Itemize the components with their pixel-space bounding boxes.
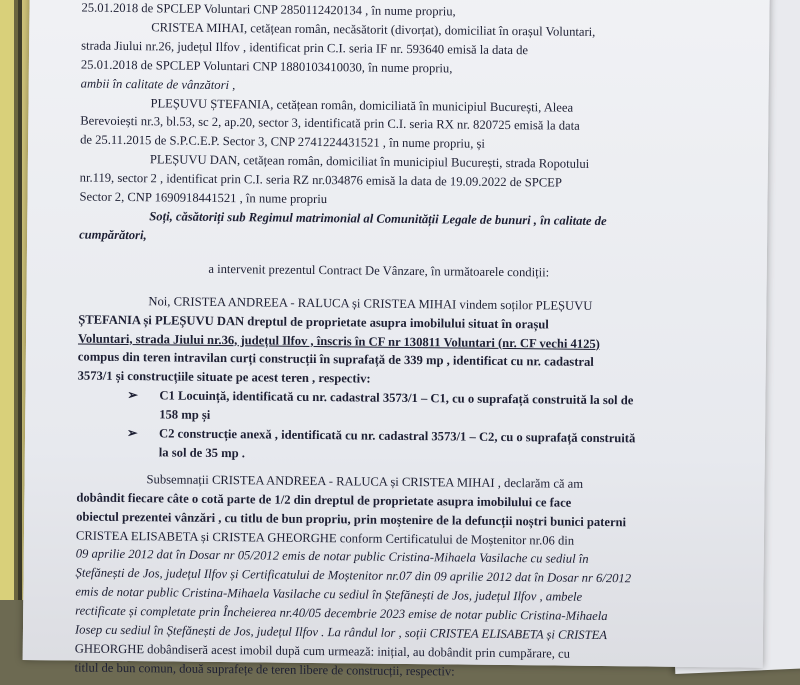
text-line: nr.119, sector 2 , identificat prin C.I. seria RZ nr.034876 emisă la data de 19.09.2022 de SPCEP xyxy=(79,170,562,190)
text-line: de 25.11.2015 de S.P.C.E.P. Sector 3, CNP 2741224431521 , în nume propriu, și xyxy=(80,132,486,152)
text-line: ambii în calitate de vânzători , xyxy=(80,76,236,92)
text-line: 09 aprilie 2012 dat în Dosar nr 05/2012 emis de notar public Cristina-Mihaela Vasilache cu sediul în xyxy=(75,546,589,567)
text-line: dobândit fiecare câte o cotă parte de 1/2 din dreptul de proprietate asupra imobilului ce face xyxy=(76,490,572,510)
text-line: titlul de bun comun, două suprafețe de teren libere de construcții, respectiv: xyxy=(74,660,455,679)
text-line: emis de notar public Cristina-Mihaela Vasilache cu sediul în Ștefănești de Jos, județul Ilfov , ambele xyxy=(75,584,583,605)
text-line: Ștefănești de Jos, județul Ilfov și Certificatului de Moștenitor nr.07 din 09 aprilie 2012 dat în Dosar nr 6/2012 xyxy=(75,565,632,586)
bullet-item: ➢ C1 Locuință, identificată cu nr. cadastral 3573/1 – C1, cu o suprafață construită la sol de xyxy=(77,386,677,411)
text-line: obiectul prezentei vânzări , cu titlu de bun propriu, prin moștenire de la defuncții noștri bunici paterni xyxy=(76,509,627,529)
text-line: cumpărători, xyxy=(79,227,147,243)
text-line: rectificate și completate prin Încheierea nr.40/05 decembrie 2023 emise de notar public Cristina-Mihaela xyxy=(75,603,608,624)
text-line: strada Jiului nr.26, județul Ilfov , identificat prin C.I. seria IF nr. 593640 emisă la data de xyxy=(81,38,529,58)
text-line: Sector 2, CNP 1690918441521 , în nume propriu xyxy=(79,189,328,207)
text-line: Soți, căsătoriți sub Regimul matrimonial al Comunității Legale de bunuri , în calitate de xyxy=(149,209,607,229)
text-line: Noi, CRISTEA ANDREEA - RALUCA și CRISTEA MIHAI vindem soților PLEȘUVU xyxy=(148,293,593,313)
bullet-item: ➢ C2 construcție anexă , identificată cu nr. cadastral 3573/1 – C2, cu o suprafață construită xyxy=(77,424,677,449)
text-line: Berevoiești nr.3, bl.53, sc 2, ap.20, sector 3, identificată prin C.I. seria RX nr. 820725 emisă la data xyxy=(80,113,580,134)
contract-text xyxy=(74,0,681,684)
text-line: Subsemnații CRISTEA ANDREEA - RALUCA și CRISTEA MIHAI , declarăm că am xyxy=(146,472,584,491)
text-line: CRISTEA ELISABETA și CRISTEA GHEORGHE conform Certificatului de Moștenitor nr.06 din xyxy=(75,528,575,548)
text-line: 3573/1 și construcțiile situate pe acest teren , respectiv: xyxy=(77,368,371,386)
text-line: Iosep cu sediul în Ștefănești de Jos, județul Ilfov . La rândul lor , soții CRISTEA ELISABETA și CRISTEA xyxy=(74,622,608,643)
text-line: 25.01.2018 de SPCLEP Voluntari CNP 2850112420134 , în nume propriu, xyxy=(81,0,456,19)
text-line: la sol de 35 mp . xyxy=(158,445,245,461)
text-line: PLEȘUVU DAN, cetățean român, domiciliat în municipiul București, strada Ropotului xyxy=(149,152,590,172)
text-line: 158 mp și xyxy=(159,407,211,423)
text-line: 25.01.2018 de SPCLEP Voluntari CNP 1880103410030, în nume propriu, xyxy=(80,57,453,76)
text-line: Voluntari, strada Jiului nr.36, județul Ilfov , înscris în CF nr 130811 Voluntari (nr. CF vechi 4125) xyxy=(77,331,600,351)
text-line: PLEȘUVU ȘTEFANIA, cetățean român, domiciliată în municipiul București, Aleea xyxy=(150,95,574,115)
contract-page xyxy=(23,0,770,679)
text-line: ȘTEFANIA și PLEȘUVU DAN dreptul de proprietate asupra imobilului situat în orașul xyxy=(78,312,549,332)
text-line: compus din teren intravilan curți construcții în suprafață de 339 mp , identificat cu nr. cadastral xyxy=(77,349,594,370)
text-line: GHEORGHE dobândiseră acest imobil după cum urmează: inițial, au dobândit prin cumpărare, cu xyxy=(74,641,571,661)
text-line: a intervenit prezentul Contract De Vânzare, în următoarele condiții: xyxy=(208,261,550,280)
text-line: CRISTEA MIHAI, cetățean român, necăsătorit (divorțat), domiciliat în orașul Voluntari, xyxy=(151,20,596,39)
